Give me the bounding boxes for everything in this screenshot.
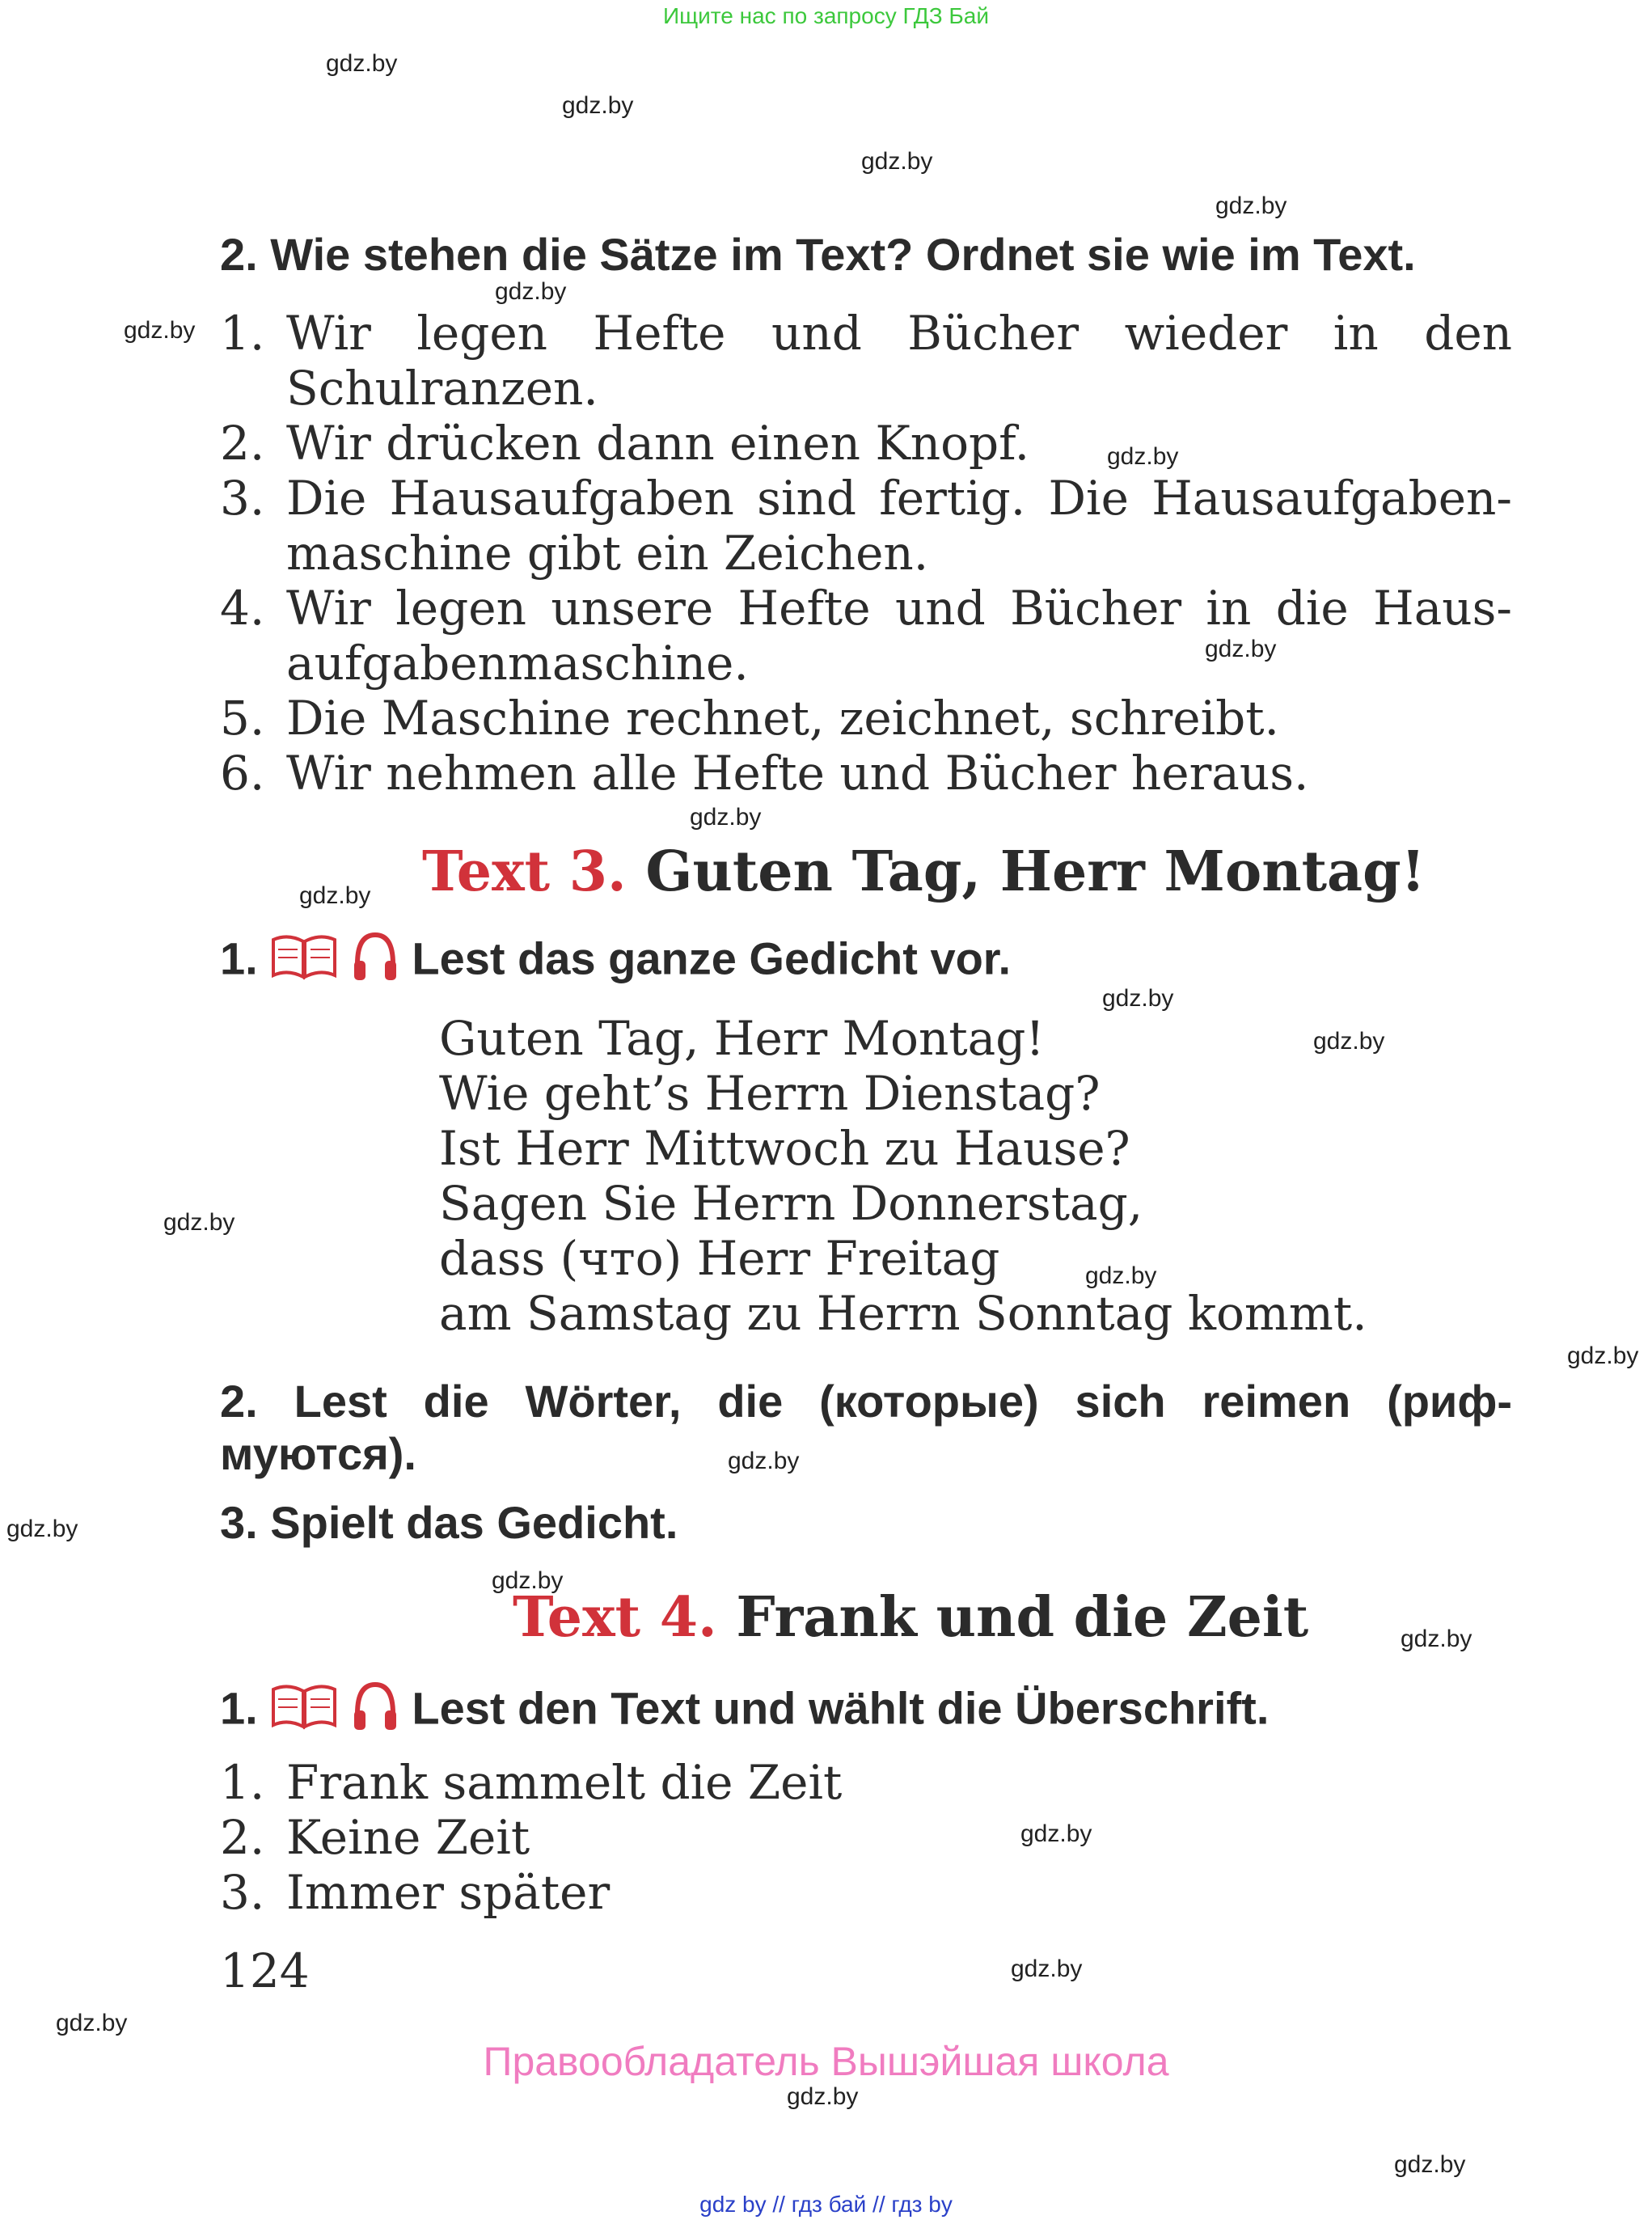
text-3-title: Guten Tag, Herr Montag! [645, 839, 1426, 904]
text-3-task-2: 2. Lest die Wörter, die (которые) sich reimen (риф- [220, 1376, 1512, 1427]
copyright-owner: Правообладатель Вышэйшая школа [483, 2039, 1169, 2084]
list-item [220, 1865, 610, 1920]
watermark: gdz.by [1107, 443, 1179, 470]
list-item [220, 416, 1029, 471]
text-4-task-1 [220, 1680, 1269, 1744]
task-text: Lest den Text und wählt die Überschrift. [412, 1682, 1270, 1734]
list-item-text: Frank sammelt die Zeit [286, 1755, 843, 1810]
list-item-number: 6. [220, 746, 265, 801]
list-item-continuation: Schulranzen. [286, 361, 598, 416]
watermark: gdz.by [495, 278, 567, 305]
text-4-heading [513, 1585, 1308, 1650]
poem-line: am Samstag zu Herrn Sonntag kommt. [439, 1286, 1367, 1341]
watermark: gdz.by [1394, 2151, 1466, 2178]
watermark: gdz.by [728, 1448, 800, 1474]
list-item-text: Wir drücken dann einen Knopf. [286, 416, 1030, 471]
text-3-label: Text 3. [422, 839, 627, 904]
task-number: 1. [220, 1682, 258, 1734]
list-item-number: 3. [220, 471, 265, 526]
list-item [220, 306, 1512, 361]
list-item [220, 1810, 530, 1865]
watermark: gdz.by [562, 92, 634, 119]
watermark: gdz.by [56, 2010, 128, 2036]
list-item-number: 2. [220, 416, 265, 471]
text-4-label: Text 4. [513, 1585, 717, 1650]
watermark: gdz.by [861, 148, 933, 175]
watermark: gdz.by [787, 2083, 859, 2110]
list-item-number: 5. [220, 691, 265, 746]
task-text: Lest das ganze Gedicht vor. [412, 932, 1012, 984]
poem-line: Ist Herr Mittwoch zu Hause? [439, 1121, 1130, 1176]
list-item-text: Immer später [286, 1865, 611, 1920]
page-number: 124 [220, 1943, 310, 1998]
text-4-title: Frank und die Zeit [736, 1585, 1309, 1650]
list-item-number: 2. [220, 1810, 265, 1865]
list-item [220, 691, 1279, 746]
list-item [220, 1755, 842, 1810]
headphones-icon [351, 930, 399, 994]
watermark: gdz.by [1401, 1626, 1472, 1652]
watermark: gdz.by [1102, 985, 1174, 1012]
watermark: gdz.by [492, 1567, 564, 1594]
watermark: gdz.by [690, 804, 762, 831]
watermark: gdz.by [299, 882, 371, 909]
list-item-text: Wir legen unsere Hefte und Bücher in die Haus- [286, 581, 1512, 636]
list-item-continuation: aufgabenmaschine. [286, 636, 749, 691]
list-item-number: 3. [220, 1865, 265, 1920]
watermark: gdz.by [1567, 1342, 1639, 1369]
list-item-text: Wir legen Hefte und Bücher wieder in den [286, 306, 1512, 361]
watermark: gdz.by [1011, 1956, 1083, 1982]
list-item-continuation: maschine gibt ein Zeichen. [286, 526, 929, 581]
task-2-title: 2. Wie stehen die Sätze im Text? Ordnet sie wie im Text. [220, 229, 1416, 280]
open-book-icon [270, 1681, 338, 1742]
text-3-task-1 [220, 930, 1011, 994]
watermark: gdz.by [163, 1209, 235, 1236]
bottom-links[interactable]: gdz by // гдз бай // гдз by [699, 2192, 953, 2217]
open-book-icon [270, 932, 338, 992]
poem-line: dass (что) Herr Freitag [439, 1231, 1000, 1286]
list-item [220, 746, 1308, 801]
list-item-text: Keine Zeit [286, 1810, 530, 1865]
list-item-text: Die Hausaufgaben sind fertig. Die Hausaufgaben- [286, 471, 1512, 526]
text-3-task-2-continuation: муются). [220, 1428, 416, 1479]
watermark: gdz.by [124, 317, 196, 344]
watermark: gdz.by [1313, 1028, 1385, 1055]
watermark: gdz.by [6, 1516, 78, 1542]
task-number: 1. [220, 932, 258, 984]
poem-line: Guten Tag, Herr Montag! [439, 1011, 1045, 1066]
list-item [220, 471, 1512, 526]
list-item [220, 581, 1512, 636]
list-item-number: 1. [220, 1755, 265, 1810]
list-item-text: Die Maschine rechnet, zeichnet, schreibt. [286, 691, 1279, 746]
list-item-number: 1. [220, 306, 265, 361]
headphones-icon [351, 1680, 399, 1744]
poem-line: Sagen Sie Herrn Donnerstag, [439, 1176, 1143, 1231]
watermark: gdz.by [1020, 1820, 1092, 1847]
top-banner: Ищите нас по запросу ГДЗ Бай [662, 3, 990, 28]
list-item-number: 4. [220, 581, 265, 636]
text-3-heading [422, 839, 1426, 904]
watermark: gdz.by [1215, 192, 1287, 219]
poem-line: Wie geht’s Herrn Dienstag? [439, 1066, 1101, 1121]
watermark: gdz.by [326, 50, 398, 77]
watermark: gdz.by [1205, 636, 1277, 662]
text-3-task-3: 3. Spielt das Gedicht. [220, 1497, 678, 1548]
list-item-text: Wir nehmen alle Hefte und Bücher heraus. [286, 746, 1309, 801]
watermark: gdz.by [1085, 1262, 1157, 1289]
